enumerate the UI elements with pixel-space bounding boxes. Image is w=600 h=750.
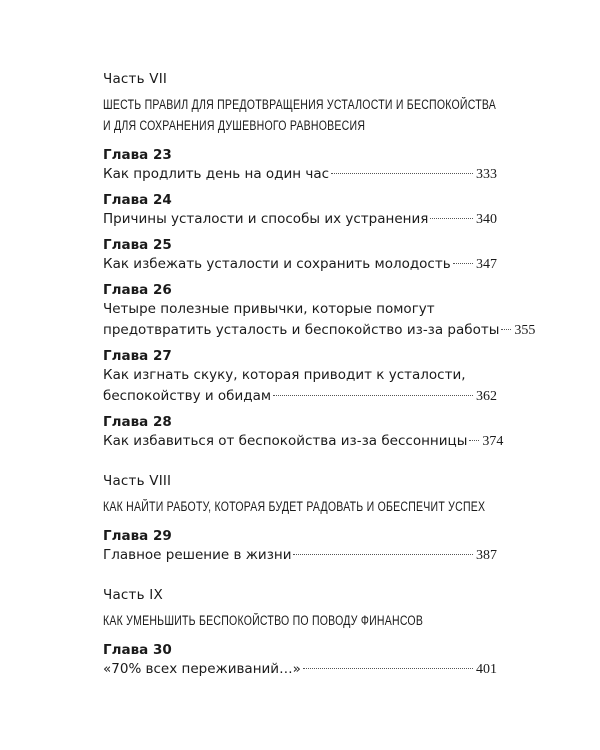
chapter-title: Как избежать усталости и сохранить молодость (103, 256, 451, 272)
chapter-title: Как изгнать скуку, которая приводит к усталости, (103, 367, 466, 383)
chapter-number: Глава 29 (103, 528, 172, 544)
part-title-line: КАК НАЙТИ РАБОТУ, КОТОРАЯ БУДЕТ РАДОВАТЬ И ОБЕСПЕЧИТ УСПЕХ (103, 499, 486, 514)
chapter-entry[interactable] (103, 347, 497, 407)
chapter-line (103, 659, 497, 680)
chapter-entry[interactable] (103, 236, 497, 275)
chapter-title: Как избавиться от беспокойства из-за бессонницы (103, 433, 468, 449)
chapter-title: Причины усталости и способы их устранения (103, 211, 429, 227)
chapter-entry[interactable] (103, 281, 536, 341)
chapter-number: Глава 26 (103, 282, 172, 298)
chapter-entry[interactable] (103, 146, 497, 185)
part-label: Часть VII (103, 71, 168, 87)
chapter-title: предотвратить усталость и беспокойство из-за работы (103, 322, 500, 338)
chapter-number: Глава 24 (103, 192, 172, 208)
part-title-line: И ДЛЯ СОХРАНЕНИЯ ДУШЕВНОГО РАВНОВЕСИЯ (103, 118, 366, 133)
part-section (103, 472, 497, 566)
dot-leader (453, 263, 473, 264)
page-number: 387 (476, 548, 497, 563)
chapter-line (103, 386, 497, 407)
chapter-number: Глава 28 (103, 414, 172, 430)
part-title (103, 94, 496, 136)
chapter-line (103, 320, 536, 341)
page-number: 333 (476, 167, 497, 182)
chapter-line (103, 254, 497, 275)
page-number: 347 (476, 257, 497, 272)
chapter-entry[interactable] (103, 527, 497, 566)
dot-leader (273, 395, 473, 396)
chapter-title: Главное решение в жизни (103, 547, 292, 563)
part-label: Часть VIII (103, 473, 172, 489)
dot-leader (303, 668, 473, 669)
chapter-entry[interactable] (103, 191, 497, 230)
chapter-line (103, 431, 504, 452)
part-section (103, 70, 536, 452)
part-title-line: ШЕСТЬ ПРАВИЛ ДЛЯ ПРЕДОТВРАЩЕНИЯ УСТАЛОСТИ И БЕСПОКОЙСТВА (103, 97, 497, 112)
dot-leader (293, 554, 473, 555)
chapter-line (103, 209, 497, 230)
dot-leader (501, 329, 511, 330)
chapter-number: Глава 30 (103, 642, 172, 658)
chapter-number: Глава 25 (103, 237, 172, 253)
chapter-title: Как продлить день на один час (103, 166, 330, 182)
part-section (103, 586, 497, 680)
dot-leader (331, 173, 473, 174)
chapter-line (103, 164, 497, 185)
page-number: 340 (476, 212, 497, 227)
part-title (103, 610, 496, 631)
chapter-title: беспокойству и обидам (103, 388, 272, 404)
chapter-title: Четыре полезные привычки, которые помогут (103, 301, 435, 317)
dot-leader (430, 218, 473, 219)
page-number: 355 (514, 323, 536, 338)
part-label: Часть IX (103, 587, 163, 603)
dot-leader (469, 440, 479, 441)
table-of-contents (103, 70, 536, 680)
chapter-title: «70% всех переживаний…» (103, 661, 301, 677)
chapter-line (103, 545, 497, 566)
chapter-entry[interactable] (103, 413, 504, 452)
chapter-number: Глава 27 (103, 348, 172, 364)
page-number: 374 (482, 434, 504, 449)
part-title-line: КАК УМЕНЬШИТЬ БЕСПОКОЙСТВО ПО ПОВОДУ ФИНАНСОВ (103, 613, 424, 628)
page-number: 401 (476, 662, 497, 677)
chapter-number: Глава 23 (103, 147, 172, 163)
page-number: 362 (476, 389, 497, 404)
chapter-entry[interactable] (103, 641, 497, 680)
part-title (103, 496, 496, 517)
